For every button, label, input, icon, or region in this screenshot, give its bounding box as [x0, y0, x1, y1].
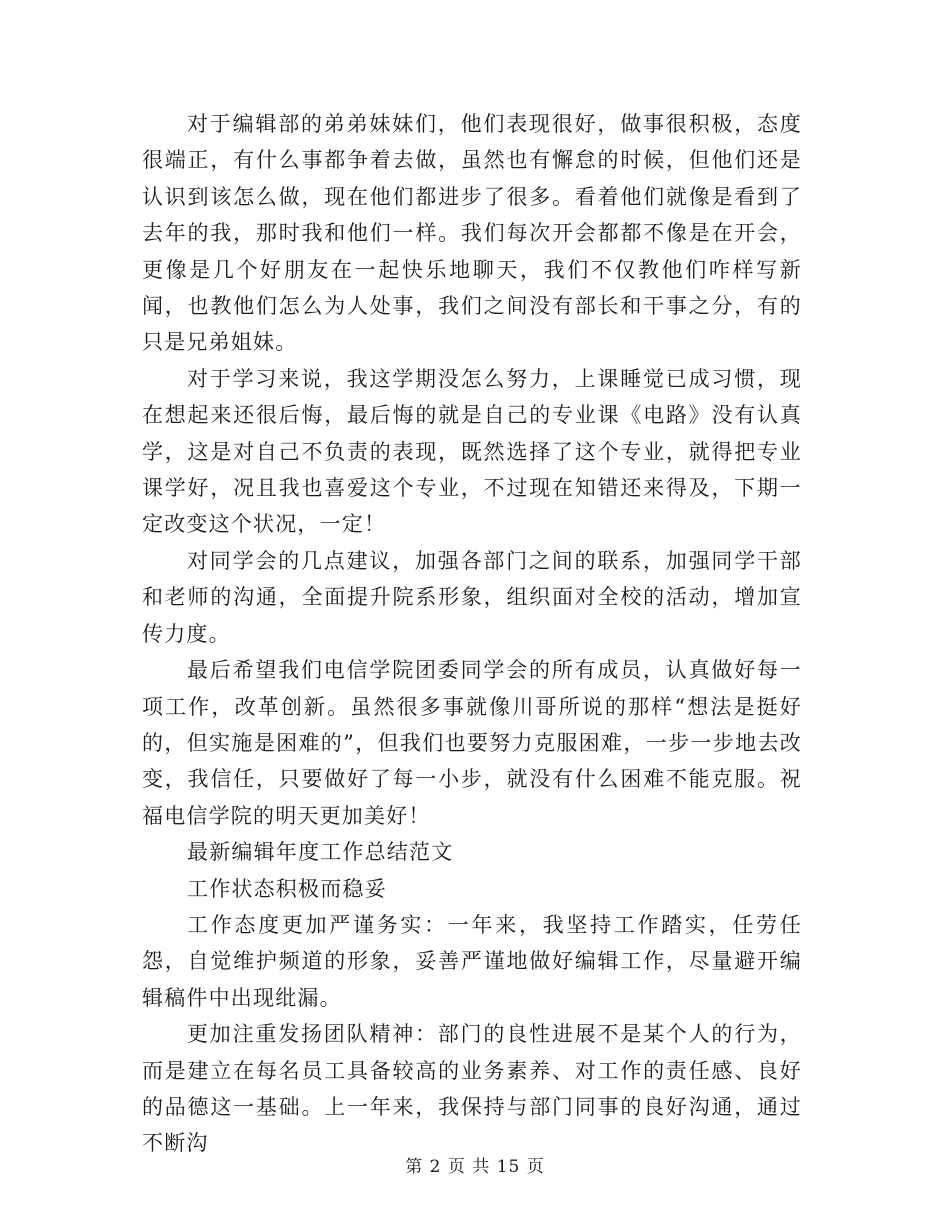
paragraph-suggestions: 对同学会的几点建议，加强各部门之间的联系，加强同学干部和老师的沟通，全面提升院系形象，组织面对全校的活动，增加宣传力度。 [142, 548, 802, 646]
page-footer [0, 1152, 950, 1177]
paragraph-study: 对于学习来说，我这学期没怎么努力，上课睡觉已成习惯，现在想起来还很后悔，最后悔的就是自己的专业课《电路》没有认真学，这是对自己不负责的表现，既然选择了这个专业，就得把专业课学好，况且我也喜爱这个专业，不过现在知错还来得及，下期一定改变这个状况，一定！ [142, 366, 802, 537]
paragraph-editorial-juniors: 对于编辑部的弟弟妹妹们，他们表现很好，做事很积极，态度很端正，有什么事都争着去做，虽然也有懈怠的时候，但他们还是认识到该怎么做，现在他们都进步了很多。看着他们就像是看到了去年的我，那时我和他们一样。我们每次开会都都不像是在开会，更像是几个好朋友在一起快乐地聊天，我们不仅教他们咋样写新闻，也教他们怎么为人处事，我们之间没有部长和干事之分，有的只是兄弟姐妹。 [142, 112, 802, 355]
document-body [142, 106, 802, 1162]
subsection-heading: 工作状态积极而稳妥 [187, 876, 387, 901]
paragraph-closing-wish: 最后希望我们电信学院团委同学会的所有成员，认真做好每一项工作，改革创新。虽然很多事就像川哥所说的那样“想法是挺好的，但实施是困难的”，但我们也要努力克服困难，一步一步地去改变，我信任，只要做好了每一小步，就没有什么困难不能克服。祝福电信学院的明天更加美好！ [142, 658, 802, 828]
page-number: 第 2 页 共 15 页 [405, 1157, 545, 1177]
paragraph-work-attitude: 工作态度更加严谨务实：一年来，我坚持工作踏实，任劳任怨，自觉维护频道的形象，妥善严谨地做好编辑工作，尽量避开编辑稿件中出现纰漏。 [142, 912, 802, 1010]
paragraph-team-spirit: 更加注重发扬团队精神：部门的良性进展不是某个人的行为，而是建立在每名员工具备较高的业务素养、对工作的责任感、良好的品德这一基础。上一年来，我保持与部门同事的良好沟通，通过不断沟 [142, 1022, 802, 1156]
section-heading: 最新编辑年度工作总结范文 [187, 840, 454, 865]
